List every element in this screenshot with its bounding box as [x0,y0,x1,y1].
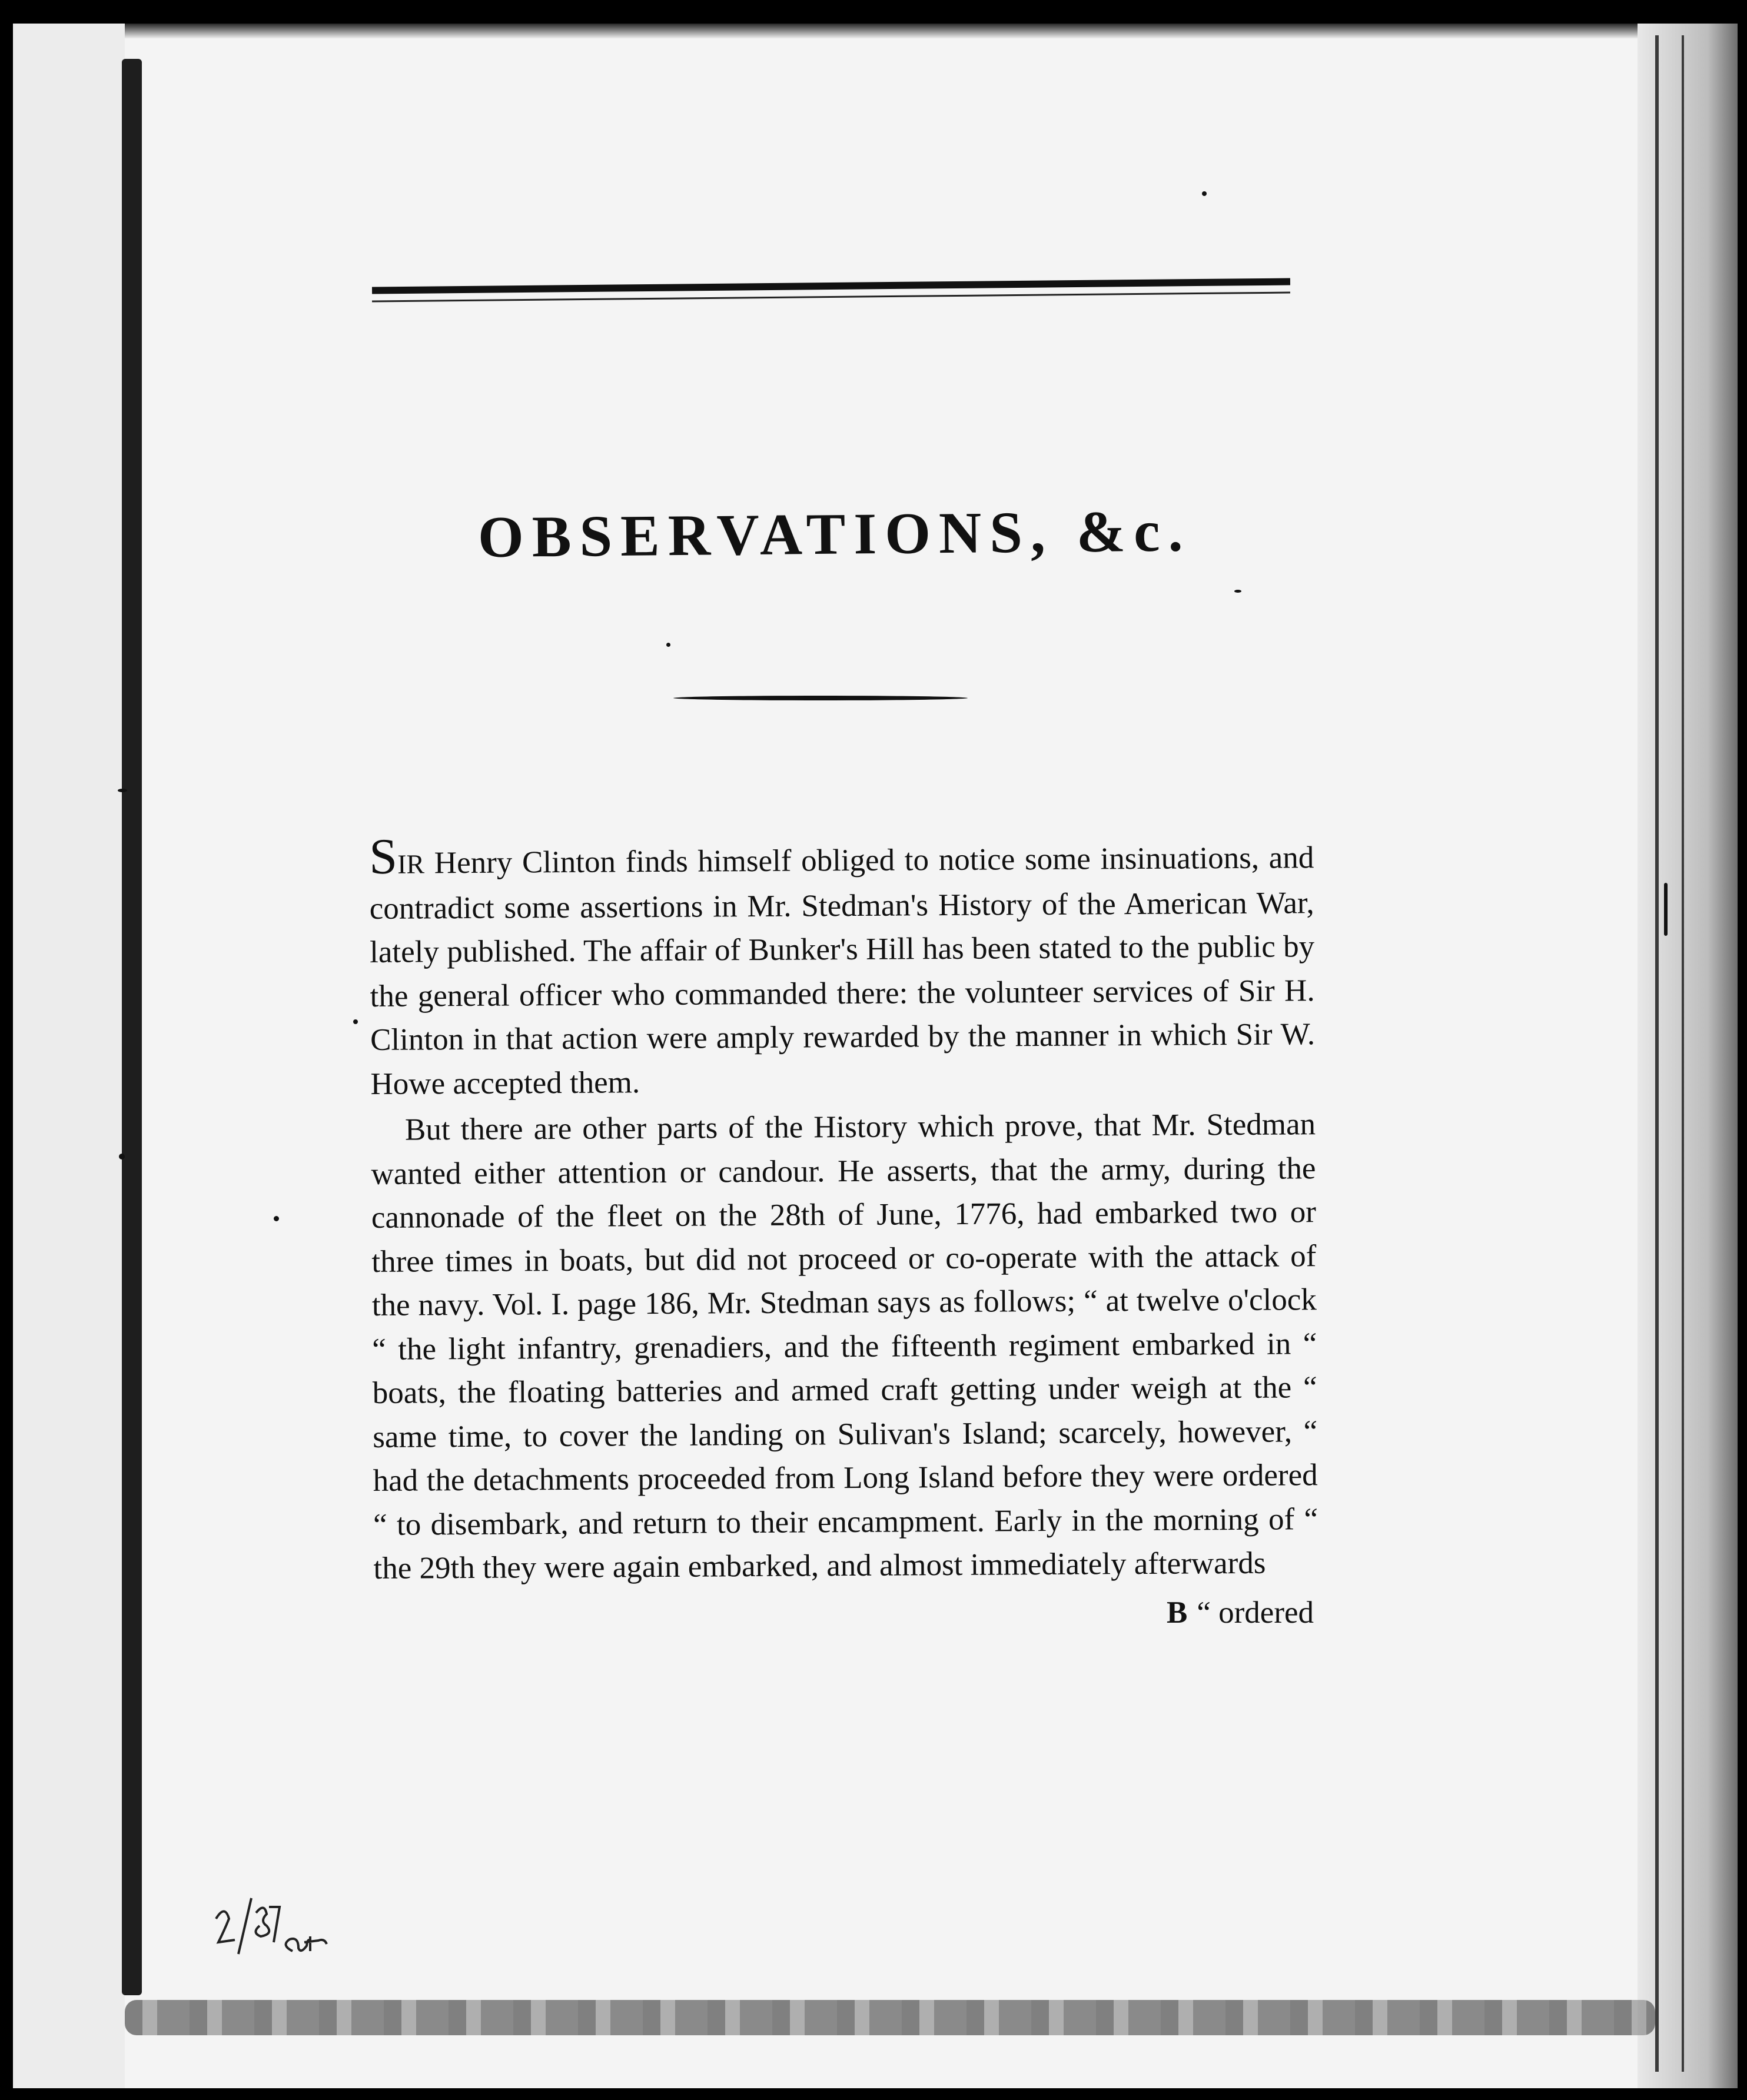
ink-speck [1664,883,1668,936]
paragraph-2: But there are other parts of the History which prove, that Mr. Stedman wanted either attention or candour. He asserts, that the army, during the cannonade of the fleet on the 28th of June, 1776, had embarked two or three times in boats, but did not proceed or co-operate with the attack of the navy. Vol. I. page 186, Mr. Stedman says as follows; “ at twelve o'clock “ the light infantry, grenadiers, and the fifteenth regiment embarked in “ boats, the floating batteries and armed craft getting under weigh at the “ same time, to cover the landing on Sulivan's Island; scarcely, however, “ had the detachments proceeded from Long Island before they were ordered “ to disembark, and return to their encampment. Early in the morning of “ the 29th they were again embarked, and almost immediately afterwards [371,1107,1318,1586]
small-caps: IR [397,849,425,879]
page-scan [13,24,1738,2088]
left-leaf [13,24,125,2088]
right-edge-line [1682,35,1684,2072]
top-double-rule-thin [372,292,1290,303]
catchword: “ ordered [1197,1596,1314,1630]
page-footer [369,1595,1314,1642]
drop-cap: S [368,828,398,885]
handwritten-note [210,1895,351,1966]
ink-speck [118,789,127,792]
body-text [368,828,1318,1590]
top-edge-shadow [125,24,1638,39]
ink-speck [666,643,670,647]
ink-speck [1234,590,1241,593]
signature-mark: B [1167,1596,1188,1630]
ink-speck [119,1154,125,1159]
right-edge-shadow [1638,24,1738,2088]
top-double-rule [372,278,1290,294]
title-divider-rule [673,696,968,700]
ink-speck [1202,191,1207,196]
ink-speck [274,1216,279,1221]
bottom-edge-damage [125,2000,1655,2035]
ink-speck [353,1019,358,1024]
page-title: OBSERVATIONS, &c. [477,498,1191,570]
paragraph-1 [368,828,1316,1106]
paragraph-1-text: Henry Clinton finds himself obliged to notice some insinuations, and contradict some assertions in Mr. Stedman's History of the American War, lately published. The affair of Bunker's Hill has been stated to the public by the general officer who commanded there: the volunteer services of Sir H. Clinton in that action were amply rewarded by the manner in which Sir W. Howe accepted them. [369,840,1316,1101]
gutter-line [122,59,142,1995]
right-edge-line [1655,35,1659,2072]
